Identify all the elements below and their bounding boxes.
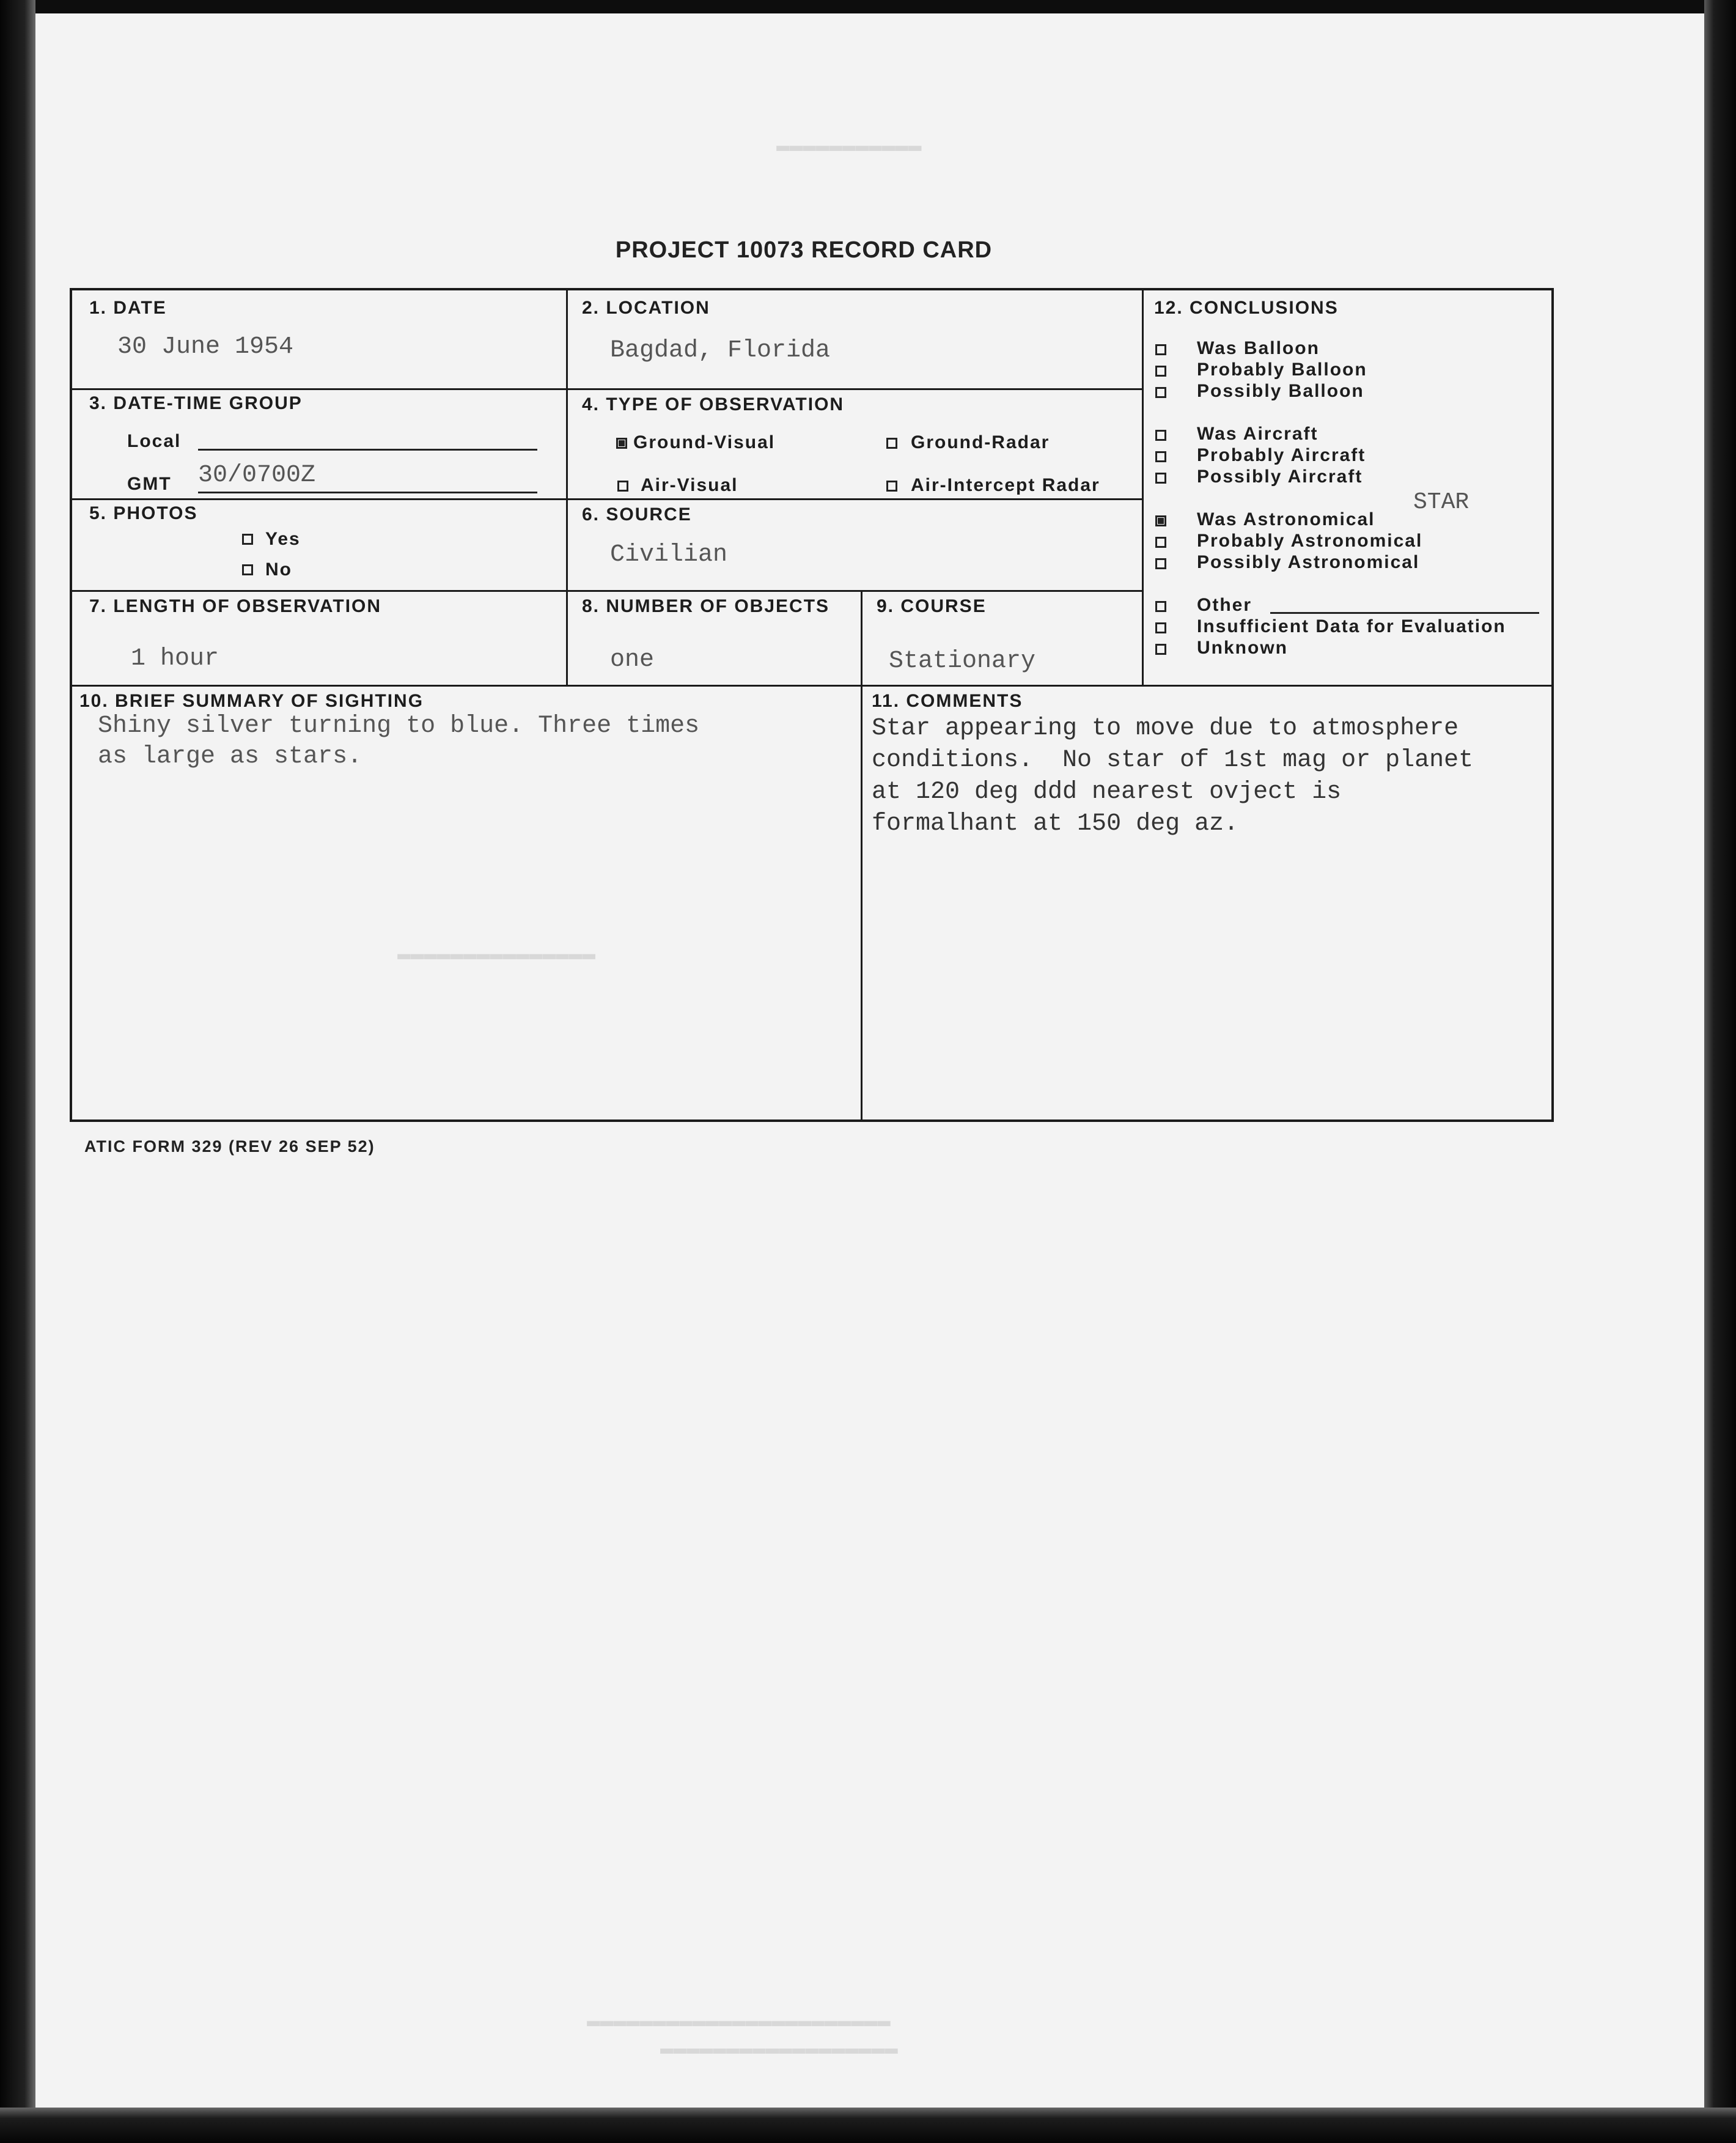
checkbox-ground-visual[interactable] <box>616 438 627 449</box>
conclusion-possibly-astronomical: Possibly Astronomical <box>1197 552 1420 572</box>
divider <box>566 290 568 685</box>
checkbox-unknown[interactable] <box>1155 644 1166 655</box>
option-air-intercept-radar: Air-Intercept Radar <box>911 475 1100 495</box>
number-of-objects-label: 8. NUMBER OF OBJECTS <box>582 596 830 616</box>
checkbox-insufficient-data[interactable] <box>1155 622 1166 633</box>
checkbox-air-visual[interactable] <box>617 481 628 492</box>
date-label: 1. DATE <box>89 298 167 318</box>
photos-yes-label: Yes <box>265 529 301 549</box>
checkbox-possibly-astronomical[interactable] <box>1155 558 1166 569</box>
gmt-value: 30/0700Z <box>198 462 316 489</box>
number-of-objects-value: one <box>610 646 655 674</box>
divider <box>861 590 862 685</box>
divider <box>1142 290 1144 685</box>
dtg-label: 3. DATE-TIME GROUP <box>89 393 303 413</box>
bleed-through-text: ▬▬▬▬▬▬▬▬▬▬▬ <box>776 133 922 158</box>
course-value: Stationary <box>889 647 1036 675</box>
checkbox-other[interactable] <box>1155 601 1166 612</box>
type-of-observation-label: 4. TYPE OF OBSERVATION <box>582 394 845 415</box>
comments-line: at 120 deg ddd nearest ovject is <box>872 778 1342 806</box>
divider <box>72 590 1143 592</box>
checkbox-photos-no[interactable] <box>242 564 253 575</box>
checkbox-ground-radar[interactable] <box>886 438 897 449</box>
comments-line: conditions. No star of 1st mag or planet <box>872 747 1474 774</box>
conclusions-label: 12. CONCLUSIONS <box>1154 298 1339 318</box>
scan-edge-right <box>1704 0 1736 2143</box>
checkbox-probably-aircraft[interactable] <box>1155 451 1166 462</box>
checkbox-probably-balloon[interactable] <box>1155 366 1166 377</box>
conclusion-probably-balloon: Probably Balloon <box>1197 360 1367 380</box>
form-number: ATIC FORM 329 (REV 26 SEP 52) <box>84 1137 375 1156</box>
divider <box>72 498 1143 500</box>
option-air-visual: Air-Visual <box>641 475 738 495</box>
summary-line: Shiny silver turning to blue. Three times <box>98 712 700 740</box>
conclusion-other: Other <box>1197 595 1252 615</box>
local-underline <box>198 449 537 451</box>
comments-label: 11. COMMENTS <box>872 691 1023 711</box>
conclusion-was-aircraft: Was Aircraft <box>1197 424 1319 444</box>
gmt-underline <box>198 492 537 493</box>
conclusion-possibly-aircraft: Possibly Aircraft <box>1197 467 1363 487</box>
checkbox-possibly-balloon[interactable] <box>1155 387 1166 398</box>
checkbox-was-astronomical[interactable] <box>1155 515 1166 526</box>
scan-edge-bottom <box>0 2108 1736 2143</box>
checkbox-was-aircraft[interactable] <box>1155 430 1166 441</box>
course-label: 9. COURSE <box>877 596 987 616</box>
location-value: Bagdad, Florida <box>610 337 831 364</box>
conclusion-possibly-balloon: Possibly Balloon <box>1197 381 1364 401</box>
conclusion-probably-astronomical: Probably Astronomical <box>1197 531 1423 551</box>
location-label: 2. LOCATION <box>582 298 710 318</box>
comments-line: Star appearing to move due to atmosphere <box>872 715 1459 742</box>
comments-line: formalhant at 150 deg az. <box>872 810 1239 838</box>
date-value: 30 June 1954 <box>117 333 294 361</box>
divider <box>72 685 1554 687</box>
card-title: PROJECT 10073 RECORD CARD <box>615 237 993 263</box>
source-value: Civilian <box>610 541 728 569</box>
conclusion-was-astronomical: Was Astronomical <box>1197 509 1375 529</box>
checkbox-probably-astronomical[interactable] <box>1155 537 1166 548</box>
other-underline <box>1270 612 1539 614</box>
bleed-through-text: ▬▬▬▬▬▬▬▬▬▬▬▬▬▬▬▬▬▬ <box>660 2036 898 2061</box>
bleed-through-text: ▬▬▬▬▬▬▬▬▬▬▬▬▬▬▬ <box>397 942 596 967</box>
conclusions-annotation: STAR <box>1413 489 1469 515</box>
checkbox-possibly-aircraft[interactable] <box>1155 473 1166 484</box>
scan-edge-left <box>0 0 35 2143</box>
summary-line: as large as stars. <box>98 743 362 770</box>
option-ground-visual: Ground-Visual <box>633 432 776 452</box>
source-label: 6. SOURCE <box>582 504 692 525</box>
option-ground-radar: Ground-Radar <box>911 432 1050 452</box>
gmt-label: GMT <box>127 474 172 494</box>
photos-label: 5. PHOTOS <box>89 503 198 523</box>
conclusion-probably-aircraft: Probably Aircraft <box>1197 445 1366 465</box>
record-card <box>70 288 1554 1122</box>
summary-label: 10. BRIEF SUMMARY OF SIGHTING <box>79 691 424 711</box>
checkbox-air-intercept-radar[interactable] <box>886 481 897 492</box>
divider <box>861 685 862 1122</box>
checkbox-photos-yes[interactable] <box>242 534 253 545</box>
photos-no-label: No <box>265 559 292 580</box>
conclusion-unknown: Unknown <box>1197 638 1288 658</box>
checkbox-was-balloon[interactable] <box>1155 344 1166 355</box>
divider <box>72 388 1143 390</box>
bleed-through-text: ▬▬▬▬▬▬▬▬▬▬▬▬▬▬▬▬▬▬▬▬▬▬▬ <box>587 2008 891 2034</box>
local-label: Local <box>127 431 182 451</box>
conclusion-was-balloon: Was Balloon <box>1197 338 1320 358</box>
length-label: 7. LENGTH OF OBSERVATION <box>89 596 382 616</box>
conclusion-insufficient-data: Insufficient Data for Evaluation <box>1197 616 1506 636</box>
length-value: 1 hour <box>131 645 219 673</box>
